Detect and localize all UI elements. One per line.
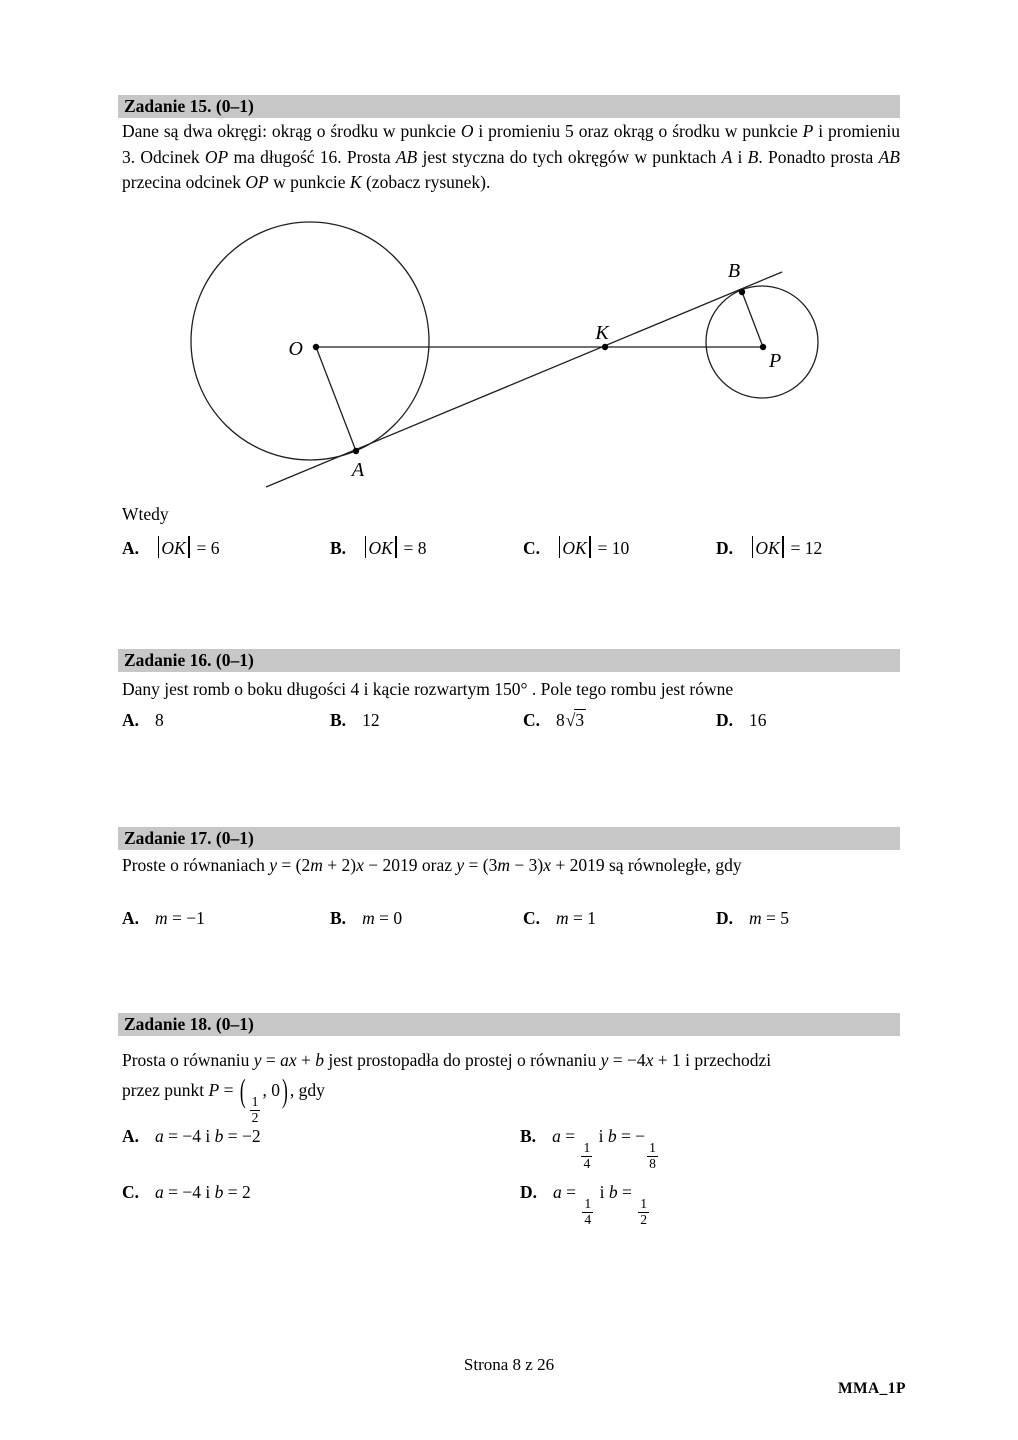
task-18-options-row1 — [122, 1126, 922, 1171]
option-18-a — [122, 1126, 261, 1147]
option-15-a — [122, 536, 219, 559]
option-letter: A. — [122, 1126, 140, 1146]
option-15-d — [716, 536, 822, 559]
option-18-c — [122, 1182, 251, 1203]
option-value: m = −1 — [155, 908, 205, 928]
option-letter: C. — [523, 537, 541, 558]
point-label-K: K — [595, 322, 609, 344]
option-value: m = 1 — [556, 908, 597, 928]
task-18-options-row2 — [122, 1182, 922, 1227]
option-16-d — [716, 710, 767, 731]
option-letter: A. — [122, 710, 140, 730]
exam-sheet-code: MMA_1P — [838, 1380, 906, 1397]
task-18-text-line2: przez punkt P = ( $\frac{1}{2}$ , 0 ) , gdy — [122, 1071, 325, 1125]
task-15-text: Dane są dwa okręgi: okrąg o środku w punkcie O i promieniu 5 oraz okrąg o środku w punkcie P i promieniu 3. Odcinek OP ma długość 16. Prosta AB jest styczna do tych okręgów w punktach A i B. Ponadto prosta AB przecina odcinek OP w punkcie K (zobacz rysunek). — [122, 121, 900, 192]
option-15-c — [523, 536, 629, 559]
segment-OA — [316, 347, 356, 451]
option-17-a — [122, 908, 205, 929]
option-value: a = −4 i b = −2 — [155, 1126, 261, 1146]
option-letter: C. — [523, 710, 541, 730]
option-17-d — [716, 908, 789, 929]
option-17-b — [330, 908, 402, 929]
task-15-options — [122, 536, 922, 568]
task-15-prompt: Wtedy — [122, 504, 169, 524]
point-label-O: O — [288, 338, 303, 360]
option-value: 8 — [155, 710, 164, 730]
option-value: OK = 6 — [155, 538, 219, 558]
option-letter: D. — [716, 908, 734, 928]
option-value: 12 — [362, 710, 380, 730]
option-16-c — [523, 710, 586, 731]
option-18-b — [520, 1126, 660, 1171]
option-letter: C. — [523, 908, 541, 928]
point-label-B: B — [727, 260, 741, 282]
option-value: 8√3 — [556, 710, 585, 730]
option-letter: D. — [520, 1182, 538, 1202]
option-value: a = −4 i b = 2 — [155, 1182, 251, 1202]
option-value: a = $\frac{1}{4}$ i b = $\frac{1}{2}$ — [553, 1182, 648, 1227]
task-16-options — [122, 710, 922, 742]
task-16-text: Dany jest romb o boku długości 4 i kącie rozwartym 150° . Pole tego rombu jest równe — [122, 679, 734, 699]
option-letter: C. — [122, 1182, 140, 1202]
point-K — [602, 344, 608, 350]
circles-diagram — [150, 215, 850, 500]
point-label-P: P — [769, 350, 782, 372]
tangent-line-AB — [266, 272, 782, 487]
point-B — [739, 289, 745, 295]
option-letter: D. — [716, 537, 734, 558]
page-number: Strona 8 z 26 — [463, 1355, 555, 1374]
point-P — [760, 344, 766, 350]
option-letter: B. — [520, 1126, 537, 1146]
task-18-text-line1: Prosta o równaniu y = ax + b jest prostopadła do prostej o równaniu y = −4x + 1 i przechodzi — [122, 1050, 772, 1070]
option-15-b — [330, 536, 427, 559]
option-letter: A. — [122, 537, 140, 558]
option-value: 16 — [749, 710, 767, 730]
task-16-header: Zadanie 16. (0–1) — [118, 649, 900, 672]
option-value: OK = 8 — [362, 538, 426, 558]
option-letter: B. — [330, 908, 347, 928]
task-18-header: Zadanie 18. (0–1) — [118, 1013, 900, 1036]
point-label-A: A — [351, 459, 365, 481]
option-letter: D. — [716, 710, 734, 730]
point-A — [353, 448, 359, 454]
option-value: a = $\frac{1}{4}$ i b = − $\frac{1}{8}$ — [552, 1126, 656, 1171]
option-value: m = 0 — [362, 908, 403, 928]
segment-PB — [742, 292, 763, 347]
task-15-header: Zadanie 15. (0–1) — [118, 95, 900, 118]
task-17-header: Zadanie 17. (0–1) — [118, 827, 900, 850]
option-16-b — [330, 710, 380, 731]
point-O — [313, 344, 319, 350]
option-18-d — [520, 1182, 651, 1227]
option-17-c — [523, 908, 596, 929]
option-16-a — [122, 710, 164, 731]
task-17-options — [122, 908, 922, 940]
option-letter: A. — [122, 908, 140, 928]
option-value: OK = 12 — [749, 538, 822, 558]
option-letter: B. — [330, 710, 347, 730]
circle-P — [706, 286, 818, 398]
option-letter: B. — [330, 537, 347, 558]
circle-O — [191, 222, 429, 460]
option-value: m = 5 — [749, 908, 790, 928]
option-value: OK = 10 — [556, 538, 629, 558]
task-17-text: Proste o równaniach y = (2m + 2)x − 2019 oraz y = (3m − 3)x + 2019 są równoległe, gdy — [122, 855, 742, 875]
